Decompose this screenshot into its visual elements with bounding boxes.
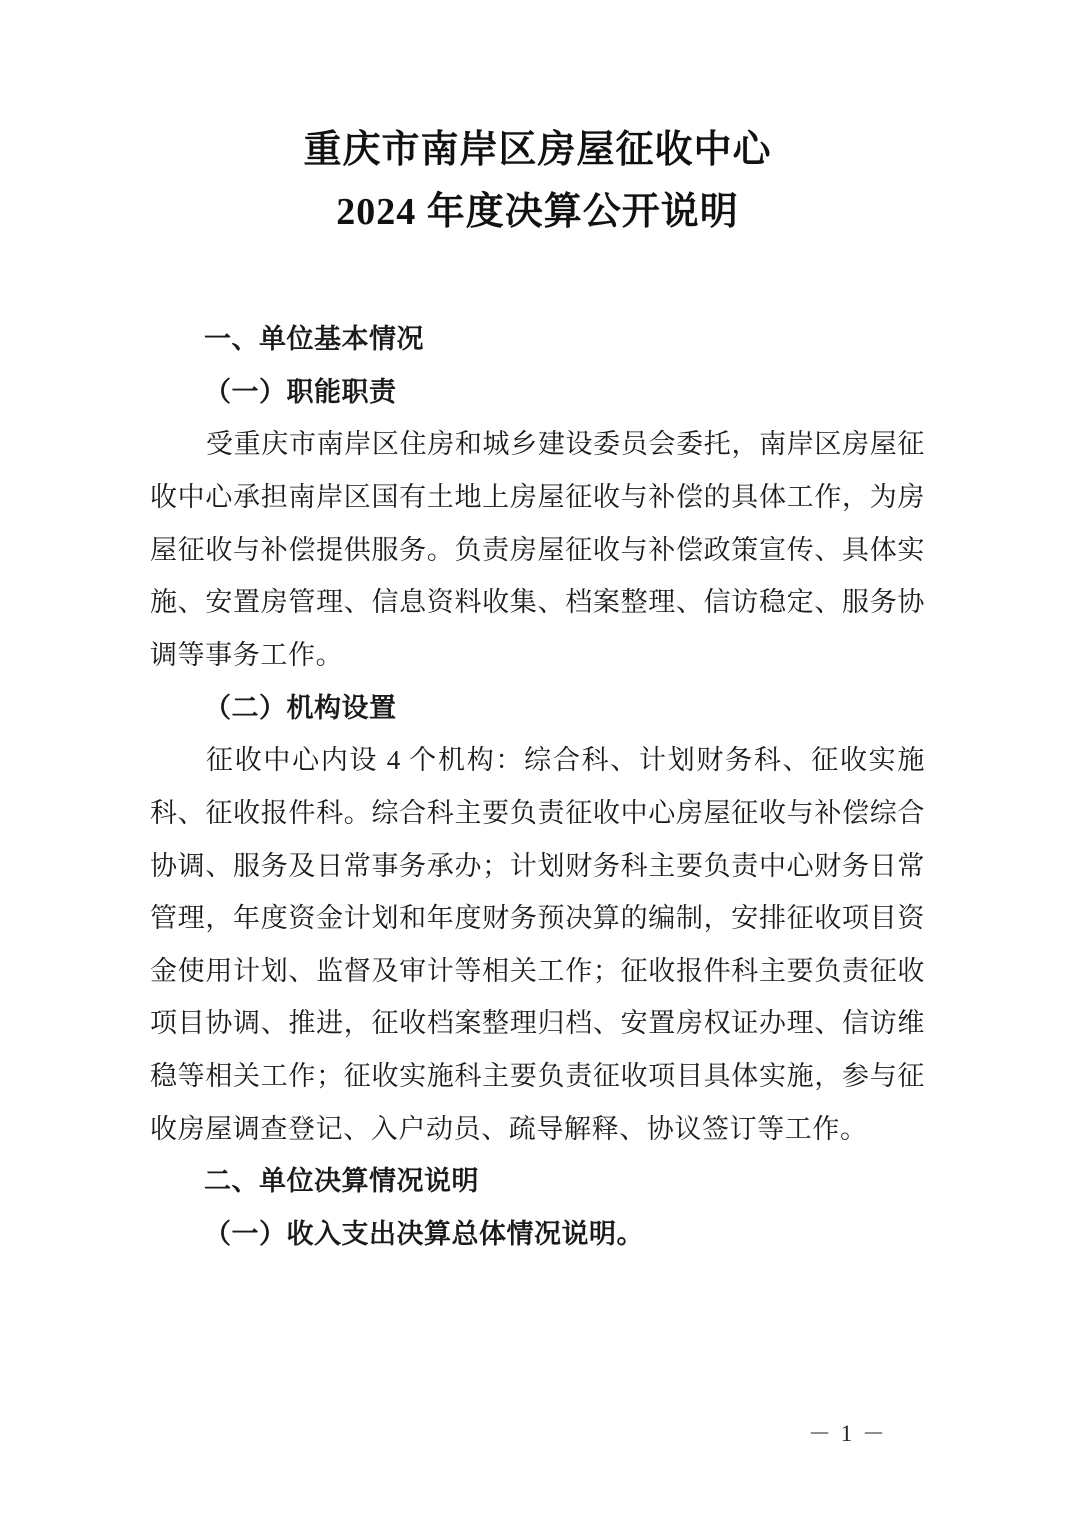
- section-subheading-1-2: （二）机构设置: [204, 692, 397, 723]
- section-subheading-1-1: （一）职能职责: [204, 376, 397, 407]
- title-line-2: 2024 年度决算公开说明: [336, 190, 739, 233]
- page-title: [150, 120, 925, 243]
- paragraph-duties: 受重庆市南岸区住房和城乡建设委员会委托，南岸区房屋征收中心承担南岸区国有土地上房屋征收与补偿的具体工作，为房屋征收与补偿提供服务。负责房屋征收与补偿政策宣传、具体实施、安置房管理、信息资料收集、档案整理、信访稳定、服务协调等事务工作。: [150, 429, 925, 670]
- section-subheading-2-1: （一）收入支出决算总体情况说明。: [204, 1218, 644, 1249]
- page-footer: [0, 1415, 1075, 1448]
- title-line-1: 重庆市南岸区房屋征收中心: [303, 129, 772, 171]
- section-heading-1: 一、单位基本情况: [204, 324, 424, 355]
- document-body: [150, 120, 925, 1261]
- section-heading-2: 二、单位决算情况说明: [204, 1166, 479, 1197]
- page-number: － 1 －: [808, 1421, 887, 1446]
- title-spacer: [150, 243, 925, 313]
- paragraph-organization: 征收中心内设 4 个机构：综合科、计划财务科、征收实施科、征收报件科。综合科主要负责征收中心房屋征收与补偿综合协调、服务及日常事务承办；计划财务科主要负责中心财务日常管理，年度资金计划和年度财务预决算的编制，安排征收项目资金使用计划、监督及审计等相关工作；征收报件科主要负责征收项目协调、推进，征收档案整理归档、安置房权证办理、信访维稳等相关工作；征收实施科主要负责征收项目具体实施，参与征收房屋调查登记、入户动员、疏导解释、协议签订等工作。: [150, 745, 925, 1144]
